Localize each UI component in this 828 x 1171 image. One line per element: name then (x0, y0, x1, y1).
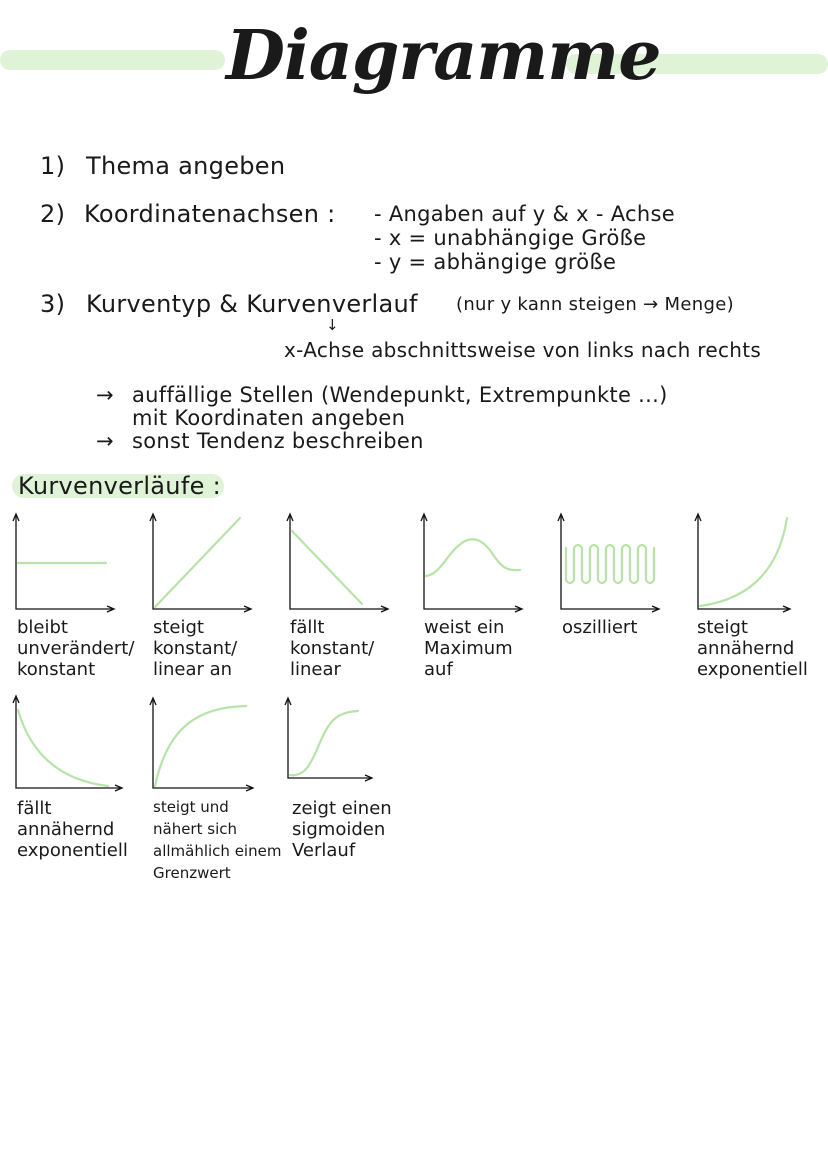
graph-sigmoid (285, 698, 372, 781)
bullet-text: mit Koordinaten angeben (132, 406, 406, 430)
graph-constant (13, 514, 114, 612)
bullet-arrow-icon: → (96, 383, 114, 407)
curve-label-exp-up: steigt annähernd exponentiell (697, 617, 808, 680)
bullet-text: auffällige Stellen (Wendepunkt, Extrempunkte ...) (132, 383, 668, 407)
step-3-note: (nur y kann steigen → Menge) (456, 294, 734, 315)
graph-oscillating (558, 514, 659, 612)
step-2-item: - x = unabhängige Größe (374, 226, 647, 250)
step-2-number: 2) (40, 200, 66, 228)
curve-label-linear-up: steigt konstant/ linear an (153, 617, 238, 680)
step-3-number: 3) (40, 290, 66, 318)
step-2-item: - y = abhängige größe (374, 250, 617, 274)
page-title: Diagramme (226, 16, 661, 96)
step-1-text: Thema angeben (86, 152, 286, 180)
curve-label-sigmoid: zeigt einen sigmoiden Verlauf (292, 798, 392, 861)
curve-label-exp-down: fällt annähernd exponentiell (17, 798, 128, 861)
graph-saturation (150, 698, 253, 791)
step-3-text: Kurventyp & Kurvenverlauf (86, 290, 418, 318)
curve-label-maximum: weist ein Maximum auf (424, 617, 513, 680)
curve-label-linear-down: fällt konstant/ linear (290, 617, 375, 680)
section-heading: Kurvenverläufe : (18, 472, 221, 500)
graph-linear-up (150, 514, 251, 612)
graph-linear-down (287, 514, 388, 612)
graph-maximum (421, 514, 522, 612)
bullet-arrow-icon: → (96, 429, 114, 453)
step-2-text: Koordinatenachsen : (84, 200, 336, 228)
bullet-text: sonst Tendenz beschreiben (132, 429, 424, 453)
graph-exp-down (13, 696, 122, 791)
curve-label-saturation: steigt und nähert sich allmählich einem Grenzwert (153, 798, 282, 882)
down-arrow-icon: ↓ (326, 316, 339, 334)
step-2-item: - Angaben auf y & x - Achse (374, 202, 675, 226)
graph-exp-up (695, 514, 790, 612)
curve-label-constant: bleibt unverändert/ konstant (17, 617, 135, 680)
step-3-subtext: x-Achse abschnittsweise von links nach rechts (284, 338, 762, 362)
curve-label-oscillating: oszilliert (562, 617, 638, 638)
step-1-number: 1) (40, 152, 66, 180)
